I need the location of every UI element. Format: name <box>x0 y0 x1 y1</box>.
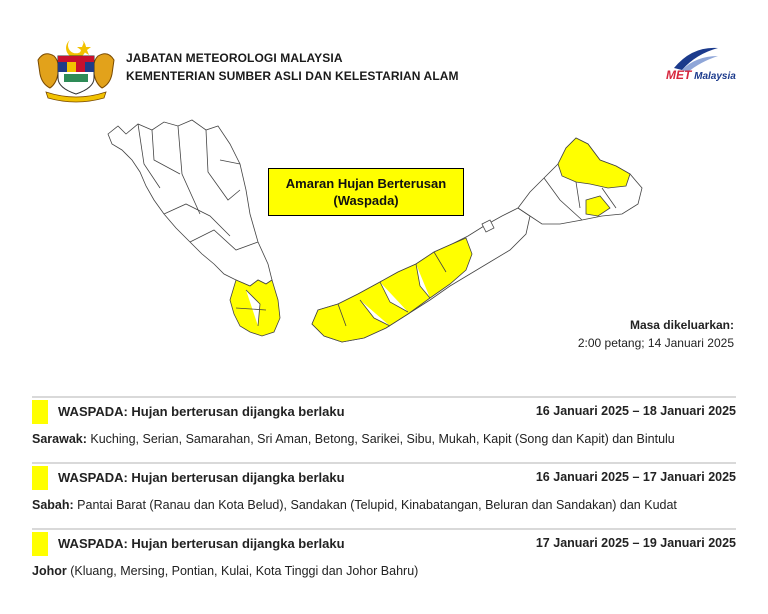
met-malaysia-wordmark: MET Malaysia <box>666 68 736 82</box>
warning-title-line-1: Amaran Hujan Berterusan <box>285 176 447 191</box>
area-list: Kuching, Serian, Samarahan, Sri Aman, Betong, Sarikei, Sibu, Mukah, Kapit (Song dan Kapit) dan Bintulu <box>86 432 675 446</box>
warning-level-marker <box>32 532 48 556</box>
area-list: (Kluang, Mersing, Pontian, Kulai, Kota Tinggi dan Johor Bahru) <box>66 564 419 578</box>
organization-name <box>126 49 459 85</box>
section-title: WASPADA: Hujan berterusan dijangka berlaku <box>58 470 345 485</box>
area-list: Pantai Barat (Ranau dan Kota Belud), Sandakan (Telupid, Kinabatangan, Beluran dan Sandakan) dan Kudat <box>73 498 677 512</box>
section-dates: 16 Januari 2025 – 17 Januari 2025 <box>535 470 736 484</box>
org-line-1: JABATAN METEOROLOGI MALAYSIA <box>126 51 343 65</box>
section-dates: 16 Januari 2025 – 18 Januari 2025 <box>535 404 736 418</box>
warning-section-johor <box>32 528 736 578</box>
section-header <box>32 530 736 558</box>
section-dates: 17 Januari 2025 – 19 Januari 2025 <box>535 536 736 550</box>
state-name: Johor <box>32 564 67 578</box>
malaysia-coat-of-arms-icon <box>34 36 118 104</box>
sarawak-warning-region <box>312 238 472 342</box>
warning-title-line-2: (Waspada) <box>333 193 399 208</box>
warning-level-marker <box>32 466 48 490</box>
org-line-2: KEMENTERIAN SUMBER ASLI DAN KELESTARIAN ALAM <box>126 69 459 83</box>
issued-time <box>578 316 734 352</box>
warning-section-sabah <box>32 462 736 512</box>
warning-title-box <box>268 168 464 216</box>
state-name: Sabah: <box>32 498 74 512</box>
issued-label: Masa dikeluarkan: <box>629 318 734 332</box>
warning-level-marker <box>32 400 48 424</box>
section-areas <box>32 426 736 446</box>
state-name: Sarawak: <box>32 432 87 446</box>
section-areas <box>32 492 736 512</box>
section-title: WASPADA: Hujan berterusan dijangka berlaku <box>58 536 345 551</box>
section-areas <box>32 558 736 578</box>
section-title: WASPADA: Hujan berterusan dijangka berlaku <box>58 404 345 419</box>
warning-section-sarawak <box>32 396 736 446</box>
section-header <box>32 398 736 426</box>
peninsular-malaysia-region <box>108 120 272 286</box>
issued-value: 2:00 petang; 14 Januari 2025 <box>577 336 734 350</box>
section-header <box>32 464 736 492</box>
